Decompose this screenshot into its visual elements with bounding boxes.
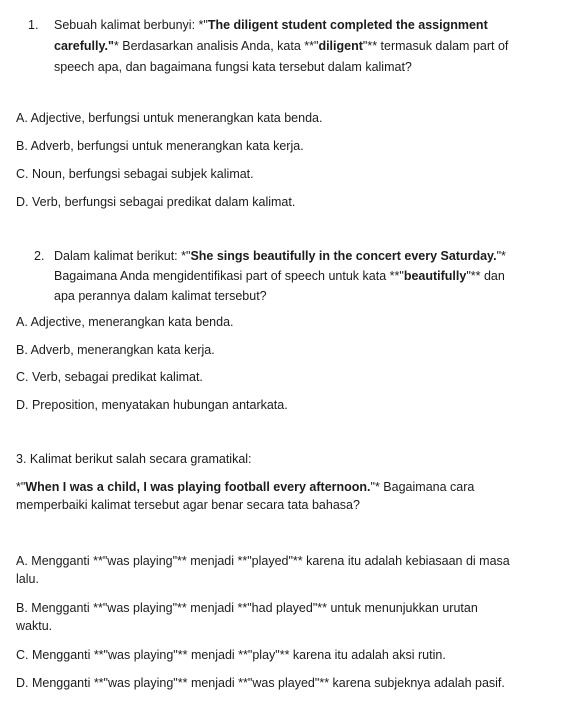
- q1-stem-text: * Berdasarkan analisis Anda, kata **": [113, 39, 319, 53]
- q3-option-a[interactable]: A. Mengganti **"was playing"** menjadi **"played"** karena itu adalah kebiasaan di masa: [16, 554, 510, 568]
- q1-option-a[interactable]: A. Adjective, berfungsi untuk menerangkan kata benda.: [16, 111, 323, 125]
- q3-option-b[interactable]: B. Mengganti **"was playing"** menjadi **"had played"** untuk menunjukkan urutan: [16, 601, 478, 615]
- q2-stem-text: Bagaimana Anda mengidentifikasi part of speech untuk kata **": [54, 269, 404, 283]
- q3-option-a-cont: lalu.: [16, 572, 39, 586]
- q2-stem-prefix: Dalam kalimat berikut: *": [54, 249, 191, 263]
- q1-stem-prefix: Sebuah kalimat berbunyi: *": [54, 18, 208, 32]
- q2-stem-line-1: [54, 250, 506, 263]
- q3-quote-open: *": [16, 480, 26, 494]
- q3-stem-line-2: [16, 481, 474, 494]
- q3-option-c[interactable]: C. Mengganti **"was playing"** menjadi **"play"** karena itu adalah aksi rutin.: [16, 648, 446, 662]
- q2-stem-quote-bold: She sings beautifully in the concert every Saturday.: [190, 249, 497, 263]
- q2-option-b[interactable]: B. Adverb, menerangkan kata kerja.: [16, 343, 215, 357]
- q2-number: 2.: [34, 249, 45, 263]
- q2-option-c[interactable]: C. Verb, sebagai predikat kalimat.: [16, 370, 203, 384]
- q3-stem-text-tail: "* Bagaimana cara: [370, 480, 475, 494]
- q2-stem-quote-tail: "*: [496, 249, 506, 263]
- q1-keyword: diligent: [318, 39, 363, 53]
- q1-number: 1.: [28, 18, 39, 32]
- q1-option-b[interactable]: B. Adverb, berfungsi untuk menerangkan kata kerja.: [16, 139, 304, 153]
- q1-stem-quote-end: carefully.": [54, 39, 114, 53]
- q1-stem-text-tail: "** termasuk dalam part of: [362, 39, 509, 53]
- q2-stem-line-2: [54, 270, 505, 283]
- q2-keyword: beautifully: [403, 269, 467, 283]
- q3-intro: 3. Kalimat berikut salah secara gramatikal:: [16, 452, 252, 466]
- q2-option-d[interactable]: D. Preposition, menyatakan hubungan antarkata.: [16, 398, 288, 412]
- q3-stem-line-3: memperbaiki kalimat tersebut agar benar secara tata bahasa?: [16, 498, 360, 512]
- q3-option-b-cont: waktu.: [16, 619, 53, 633]
- q2-stem-text-tail: "** dan: [466, 269, 505, 283]
- q2-option-a[interactable]: A. Adjective, menerangkan kata benda.: [16, 315, 234, 329]
- q3-quote-bold: When I was a child, I was playing football every afternoon.: [25, 480, 371, 494]
- q1-option-c[interactable]: C. Noun, berfungsi sebagai subjek kalimat.: [16, 167, 254, 181]
- q1-option-d[interactable]: D. Verb, berfungsi sebagai predikat dalam kalimat.: [16, 195, 296, 209]
- q2-stem-line-3: apa perannya dalam kalimat tersebut?: [54, 289, 267, 303]
- q1-stem-quote-bold: The diligent student completed the assignment: [207, 18, 488, 32]
- q1-stem-line-3: speech apa, dan bagaimana fungsi kata tersebut dalam kalimat?: [54, 60, 412, 74]
- q1-stem-line-2: [54, 40, 508, 53]
- q3-option-d[interactable]: D. Mengganti **"was playing"** menjadi **"was played"** karena subjeknya adalah pasif.: [16, 676, 505, 690]
- q1-stem-line-1: [54, 19, 532, 32]
